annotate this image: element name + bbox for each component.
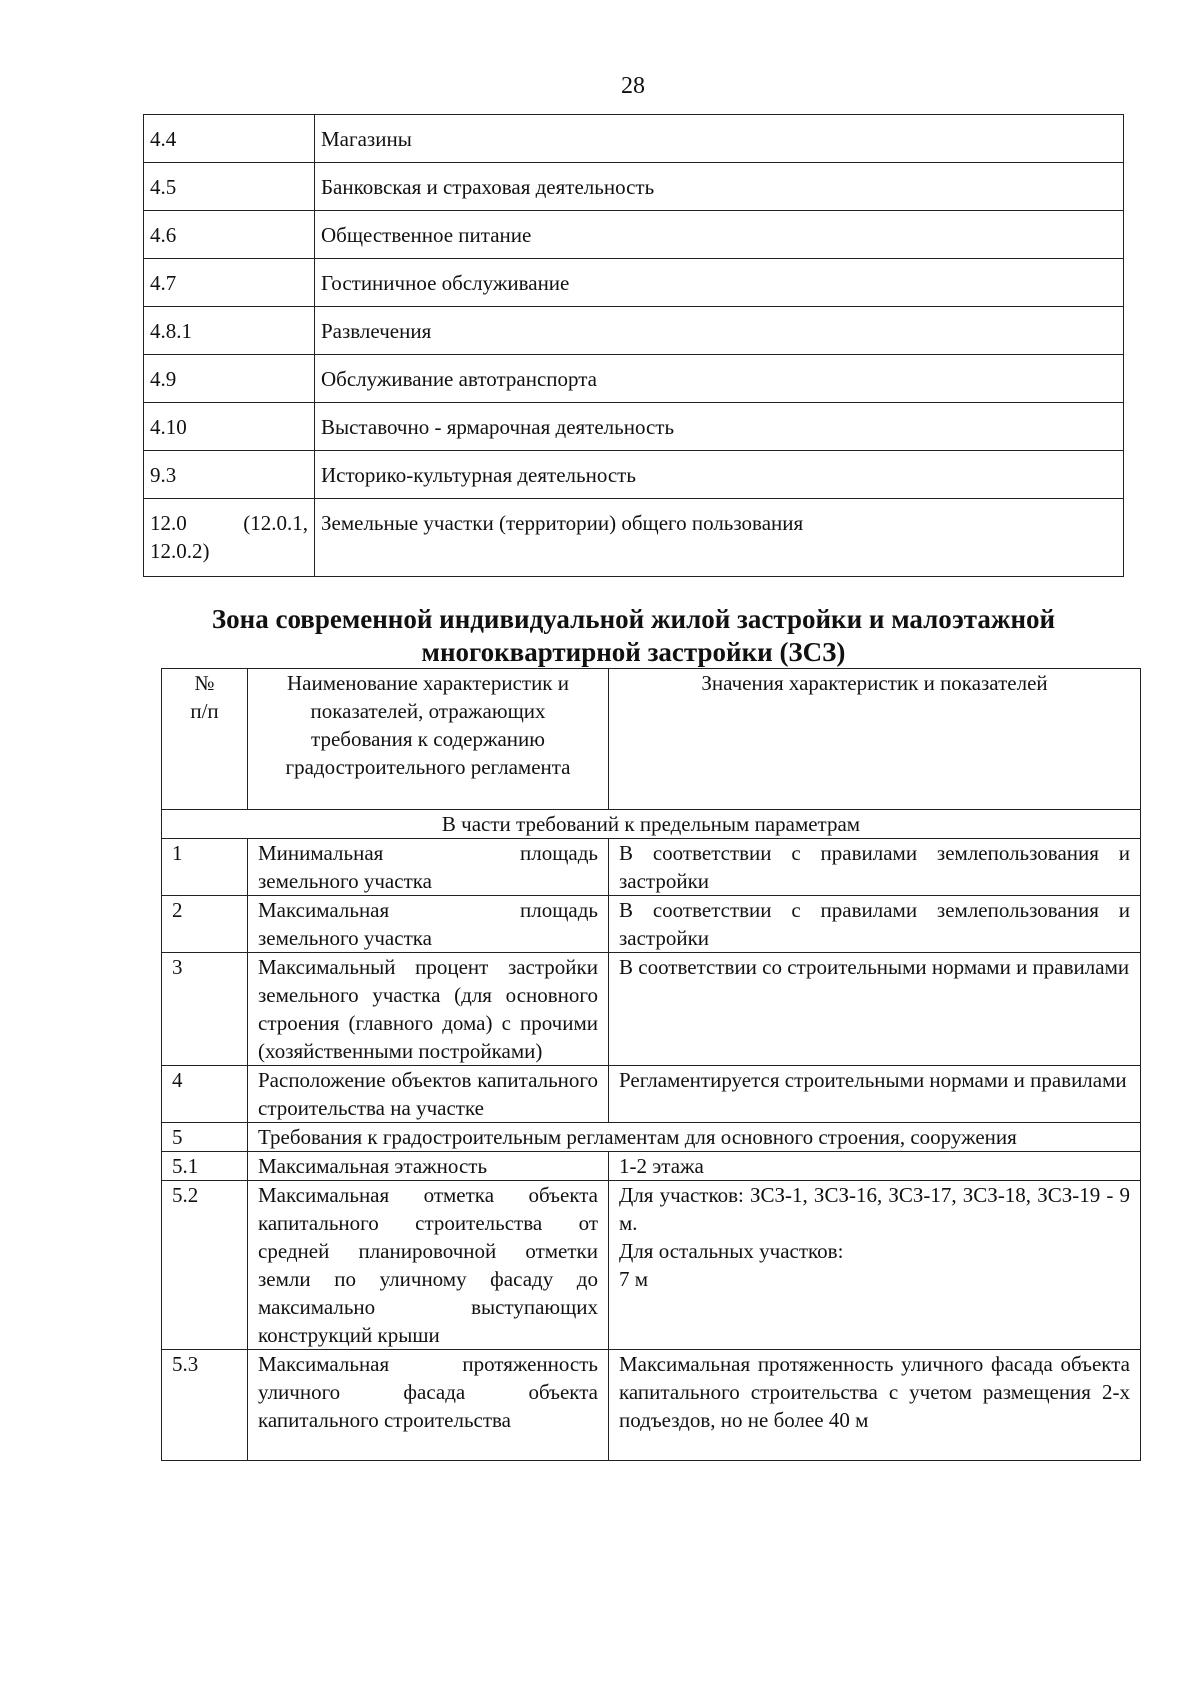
table-row [144, 211, 1124, 259]
code-cell: 9.3 [144, 451, 315, 499]
land-use-table [143, 114, 1124, 577]
table-row [162, 1123, 1141, 1152]
code-cell: 4.10 [144, 403, 315, 451]
code-cell: 4.6 [144, 211, 315, 259]
num-cell: 2 [162, 896, 248, 953]
code-cell: 4.7 [144, 259, 315, 307]
page-number: 28 [621, 73, 645, 99]
num-cell: 5.3 [162, 1350, 248, 1461]
value-cell: Максимальная протяженность уличного фасада объекта капитального строительства с учетом размещения 2-х подъездов, но не более 40 м [609, 1350, 1141, 1461]
name-line: земельного участка [258, 926, 432, 950]
table-row [162, 1152, 1141, 1181]
header-name-cell: Наименование характеристик и показателей, отражающих требования к содержанию градостроительного регламента [248, 669, 609, 810]
num-cell: 4 [162, 1066, 248, 1123]
header-num-symbol: № [194, 671, 215, 695]
name-cell: Развлечения [315, 307, 1124, 355]
code-cell: 4.8.1 [144, 307, 315, 355]
name-cell: Гостиничное обслуживание [315, 259, 1124, 307]
zone-title-line: Зона современной индивидуальной жилой застройки и малоэтажной [211, 604, 1056, 634]
value-line: Для участков: ЗСЗ-1, ЗСЗ-16, ЗСЗ-17, ЗСЗ-18, ЗСЗ-19 - 9 м. [619, 1183, 1130, 1235]
name-cell: Земельные участки (территории) общего пользования [315, 499, 1124, 577]
table-row [162, 896, 1141, 953]
table-row [162, 953, 1141, 1066]
name-cell: Общественное питание [315, 211, 1124, 259]
table-row [144, 355, 1124, 403]
table-row [144, 163, 1124, 211]
code-cell: 4.5 [144, 163, 315, 211]
name-cell [248, 839, 609, 896]
name-word: площадь [520, 841, 598, 865]
name-cell: Максимальная отметка объекта капитального строительства от средней планировочной отметки земли по уличному фасаду до максимально выступающих конструкций крыши [248, 1181, 609, 1350]
table-row [144, 403, 1124, 451]
num-cell: 5.2 [162, 1181, 248, 1350]
value-cell [609, 1181, 1141, 1350]
table-row [162, 839, 1141, 896]
table-row [144, 115, 1124, 163]
value-line: 7 м [619, 1267, 649, 1291]
value-cell: В соответствии со строительными нормами и правилами [609, 953, 1141, 1066]
table-row [144, 451, 1124, 499]
zone-title-line: многоквартирной застройки (ЗСЗ) [421, 637, 846, 667]
value-cell: В соответствии с правилами землепользования и застройки [609, 896, 1141, 953]
table-row [144, 499, 1124, 577]
value-cell: Регламентируется строительными нормами и правилами [609, 1066, 1141, 1123]
name-word: площадь [520, 898, 598, 922]
name-cell [248, 896, 609, 953]
header-num-label: п/п [190, 699, 219, 723]
code-cell: 4.9 [144, 355, 315, 403]
table-row [144, 259, 1124, 307]
code-part: 12.0 [150, 511, 187, 535]
value-cell: В соответствии с правилами землепользования и застройки [609, 839, 1141, 896]
zone-title [143, 603, 1124, 669]
name-cell: Максимальная протяженность уличного фасада объекта капитального строительства [248, 1350, 609, 1461]
num-cell: 5 [162, 1123, 248, 1152]
table-row [162, 1350, 1141, 1461]
name-line: земельного участка [258, 869, 432, 893]
value-cell: 1-2 этажа [609, 1152, 1141, 1181]
name-cell: Историко-культурная деятельность [315, 451, 1124, 499]
header-num-cell [162, 669, 248, 810]
name-cell: Банковская и страховая деятельность [315, 163, 1124, 211]
code-cell: 4.4 [144, 115, 315, 163]
name-word: Максимальная [258, 898, 390, 922]
table-row [162, 1181, 1141, 1350]
requirements-cell: Требования к градостроительным регламентам для основного строения, сооружения [248, 1123, 1141, 1152]
name-cell: Максимальный процент застройки земельного участка (для основного строения (главного дома) с прочими (хозяйственными постройками) [248, 953, 609, 1066]
parameters-table [161, 668, 1141, 1461]
code-cell [144, 499, 315, 577]
section-cell: В части требований к предельным параметрам [162, 810, 1141, 839]
num-cell: 3 [162, 953, 248, 1066]
header-value-cell: Значения характеристик и показателей [609, 669, 1141, 810]
code-part: 12.0.2) [150, 539, 210, 563]
section-row [162, 810, 1141, 839]
value-line: Для остальных участков: [619, 1239, 844, 1263]
name-cell: Обслуживание автотранспорта [315, 355, 1124, 403]
name-word: Минимальная [258, 841, 384, 865]
name-cell: Выставочно - ярмарочная деятельность [315, 403, 1124, 451]
num-cell: 5.1 [162, 1152, 248, 1181]
code-part: (12.0.1, [243, 511, 308, 535]
table-row [144, 307, 1124, 355]
num-cell: 1 [162, 839, 248, 896]
name-cell: Расположение объектов капитального строительства на участке [248, 1066, 609, 1123]
name-cell: Максимальная этажность [248, 1152, 609, 1181]
table-row [162, 1066, 1141, 1123]
header-row [162, 669, 1141, 810]
name-cell: Магазины [315, 115, 1124, 163]
